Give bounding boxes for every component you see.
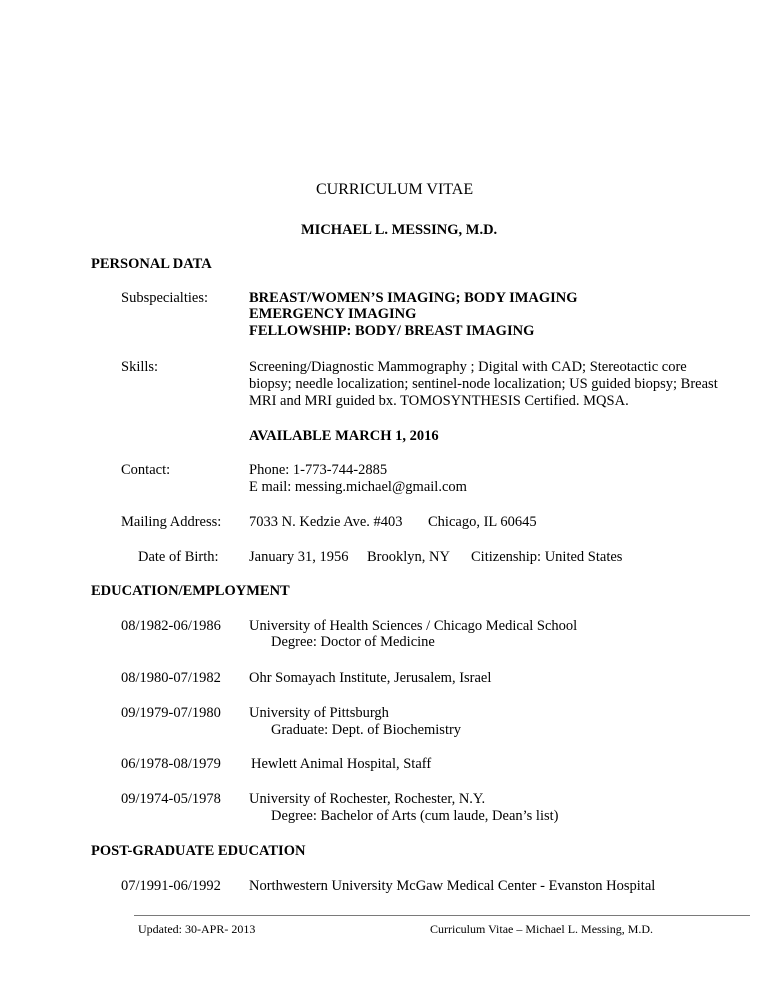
- section-heading-postgrad: POST-GRADUATE EDUCATION: [91, 843, 306, 859]
- document-title: CURRICULUM VITAE: [316, 181, 474, 198]
- mailing-address-city: Chicago, IL 60645: [428, 514, 537, 530]
- subspecialty-line-2: EMERGENCY IMAGING: [249, 306, 417, 322]
- mailing-address-street: 7033 N. Kedzie Ave. #403: [249, 514, 403, 530]
- edu-place-4: Hewlett Animal Hospital, Staff: [251, 756, 432, 772]
- availability-note: AVAILABLE MARCH 1, 2016: [249, 428, 439, 444]
- skills-line-3: MRI and MRI guided bx. TOMOSYNTHESIS Certified. MQSA.: [249, 393, 629, 409]
- edu-place-1: University of Health Sciences / Chicago Medical School: [249, 618, 578, 634]
- contact-label: Contact:: [121, 462, 171, 478]
- subspecialty-line-3: FELLOWSHIP: BODY/ BREAST IMAGING: [249, 323, 535, 339]
- footer-running-title: Curriculum Vitae – Michael L. Messing, M.D.: [430, 922, 654, 936]
- edu-place-2: Ohr Somayach Institute, Jerusalem, Israel: [249, 670, 492, 686]
- edu-dates-4: 06/1978-08/1979: [121, 756, 221, 772]
- skills-label: Skills:: [121, 359, 159, 375]
- date-of-birth-label: Date of Birth:: [138, 549, 219, 565]
- skills-line-2: biopsy; needle localization; sentinel-node localization; US guided biopsy; Breast: [249, 376, 718, 392]
- footer-rule: [134, 915, 750, 916]
- contact-phone: Phone: 1-773-744-2885: [249, 462, 388, 478]
- section-heading-personal: PERSONAL DATA: [91, 256, 212, 272]
- mailing-address-label: Mailing Address:: [121, 514, 222, 530]
- edu-detail-1: Degree: Doctor of Medicine: [271, 634, 435, 650]
- edu-place-5: University of Rochester, Rochester, N.Y.: [249, 791, 486, 807]
- footer-updated: Updated: 30-APR- 2013: [138, 922, 256, 936]
- postgrad-dates-1: 07/1991-06/1992: [121, 878, 221, 894]
- subspecialty-line-1: BREAST/WOMEN’S IMAGING; BODY IMAGING: [249, 290, 578, 306]
- subspecialties-label: Subspecialties:: [121, 290, 208, 306]
- edu-dates-1: 08/1982-06/1986: [121, 618, 221, 634]
- edu-place-3: University of Pittsburgh: [249, 705, 389, 721]
- birthplace: Brooklyn, NY: [367, 549, 450, 565]
- postgrad-place-1: Northwestern University McGaw Medical Center - Evanston Hospital: [249, 878, 656, 894]
- edu-dates-3: 09/1979-07/1980: [121, 705, 221, 721]
- section-heading-education: EDUCATION/EMPLOYMENT: [91, 583, 290, 599]
- author-name: MICHAEL L. MESSING, M.D.: [301, 222, 498, 238]
- citizenship: Citizenship: United States: [471, 549, 623, 565]
- edu-detail-3: Graduate: Dept. of Biochemistry: [271, 722, 462, 738]
- edu-dates-2: 08/1980-07/1982: [121, 670, 221, 686]
- edu-dates-5: 09/1974-05/1978: [121, 791, 221, 807]
- contact-email: E mail: messing.michael@gmail.com: [249, 479, 467, 495]
- edu-detail-5: Degree: Bachelor of Arts (cum laude, Dean’s list): [271, 808, 559, 824]
- skills-line-1: Screening/Diagnostic Mammography ; Digital with CAD; Stereotactic core: [249, 359, 687, 375]
- date-of-birth: January 31, 1956: [249, 549, 349, 565]
